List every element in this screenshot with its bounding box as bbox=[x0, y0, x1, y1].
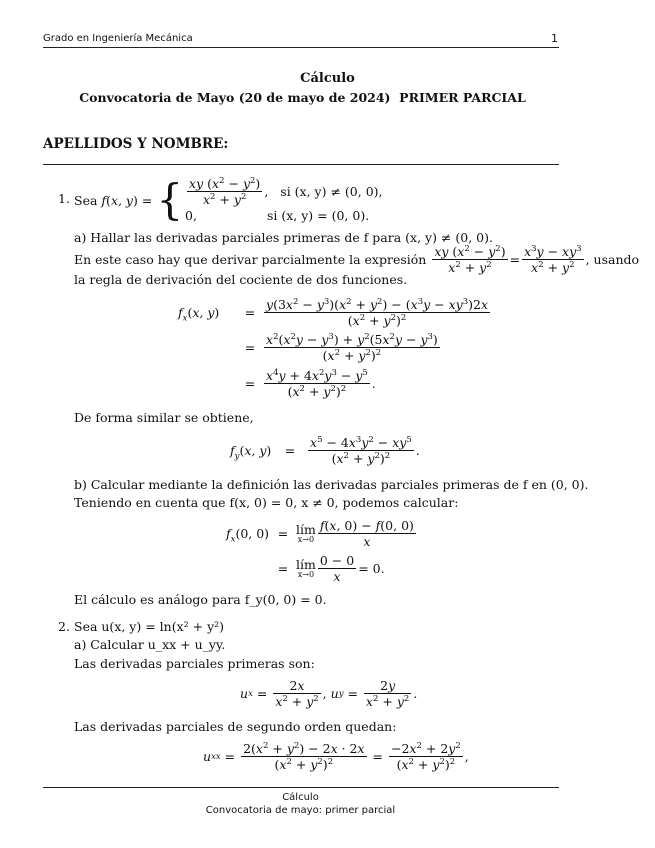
problem-2-number: 2. bbox=[58, 619, 70, 634]
running-header: Grado en Ingeniería Mecánica bbox=[43, 33, 193, 44]
problem-1-definition: Sea f ( x, y ) = { $\frac{xy (x^2 - y^2)}{x^2 + y^2}$ , si (x, y) ≠ (0, 0), 0, si (x, y) = (0, 0). bbox=[74, 175, 383, 224]
problem-2-statement: Sea u(x, y) = ln(x² + y²) bbox=[74, 619, 225, 634]
fx-equation-line-2: = $\frac{x^2(x^2y - y^3) + y^2(5x^2y - y^3)}{(x^2 + y^2)^2}$ bbox=[244, 331, 438, 363]
case-2-condition: si (x, y) = (0, 0). bbox=[266, 207, 370, 223]
part-a-explanation-2: la regla de derivación del cociente de dos funciones. bbox=[74, 272, 408, 287]
problem-2-part-a: a) Calcular u_xx + u_yy. bbox=[74, 637, 226, 652]
piece-fraction: $\frac{xy (x^2 - y^2)}{x^2 + y^2}$ bbox=[189, 175, 261, 207]
analog-text: El cálculo es análogo para f_y(0, 0) = 0. bbox=[74, 592, 327, 607]
part-a-explanation-end: , usando bbox=[585, 252, 640, 267]
part-a-statement: a) Hallar las derivadas parciales primeras de f para (x, y) ≠ (0, 0). bbox=[74, 230, 493, 245]
left-brace: { bbox=[156, 175, 184, 224]
page-subtitle: Convocatoria de Mayo (20 de mayo de 2024) PRIMER PARCIAL bbox=[79, 90, 526, 105]
lim-subscript: x→0 bbox=[297, 569, 315, 579]
lim-word: lím bbox=[296, 521, 316, 537]
problem-1-number: 1. bbox=[58, 191, 70, 206]
lim-word: lím bbox=[296, 556, 316, 572]
footer-line-2: Convocatoria de mayo: primer parcial bbox=[205, 805, 396, 816]
page-title: Cálculo bbox=[300, 71, 355, 86]
first-derivatives-equation: u x = $\frac{2x}{x^2 + y^2}$ , u y = $\frac{2y}{x^2 + y^2}$ . bbox=[240, 678, 418, 709]
part-a-explanation: En este caso hay que derivar parcialmente la expresión $\frac{xy (x^2 - y^2)}{x^2 + y^2}$ = $\frac{x^3y - xy^3}{x^2 + y^2}$ , usando bbox=[74, 243, 640, 275]
name-label: APELLIDOS Y NOMBRE: bbox=[43, 136, 229, 152]
fx-equation-line-1: $f_x(x$, y) = $\frac{y(3x^2 - y^3)(x^2 + y^2) - (x^3y - xy^3)2x}{(x^2 + y^2)^2}$ bbox=[178, 296, 489, 328]
part-b-statement: b) Calcular mediante la definición las derivadas parciales primeras de f en (0, 0). bbox=[74, 477, 589, 492]
second-derivatives-label: Las derivadas parciales de segundo orden quedan: bbox=[74, 719, 397, 734]
case-1-condition: si (x, y) ≠ (0, 0), bbox=[280, 183, 383, 199]
header-rule bbox=[43, 47, 559, 48]
footer-line-1: Cálculo bbox=[282, 792, 319, 803]
fy-equation: $f_y(x$, y) = $\frac{x^5 - 4x^3y^2 - xy^5}{(x^2 + y^2)^2}$ . bbox=[230, 434, 420, 466]
part-b-explanation: Teniendo en cuenta que f(x, 0) = 0, x ≠ 0, podemos calcular: bbox=[74, 495, 459, 510]
problem-1-sea: Sea bbox=[74, 192, 98, 208]
similar-text: De forma similar se obtiene, bbox=[74, 410, 254, 425]
limit-line-1: $f_x(0$, 0) = lím x→0 $\frac{f(x, 0) - f(0, 0)}{x}$ bbox=[226, 518, 414, 549]
limit-line-2: = lím x→0 $\frac{0 - 0}{x}$ = 0. bbox=[277, 553, 385, 584]
case-2-value: 0, bbox=[185, 207, 197, 223]
page-number: 1 bbox=[551, 32, 558, 45]
lim-subscript: x→0 bbox=[297, 534, 315, 544]
name-rule bbox=[43, 164, 559, 165]
footer-rule bbox=[43, 787, 559, 788]
fx-equation-line-3: = $\frac{x^4y + 4x^2y^3 - y^5}{(x^2 + y^2)^2}$ . bbox=[244, 367, 376, 399]
second-derivatives-equation: u xx = $\frac{2(x^2 + y^2) - 2x \cdot 2x}{(x^2 + y^2)^2}$ = $\frac{-2x^2 + 2y^2}{(x^2 + y^2)^2}$ , bbox=[203, 740, 469, 772]
part-a-explanation-text: En este caso hay que derivar parcialmente la expresión bbox=[74, 252, 427, 267]
first-derivatives-label: Las derivadas parciales primeras son: bbox=[74, 656, 315, 671]
